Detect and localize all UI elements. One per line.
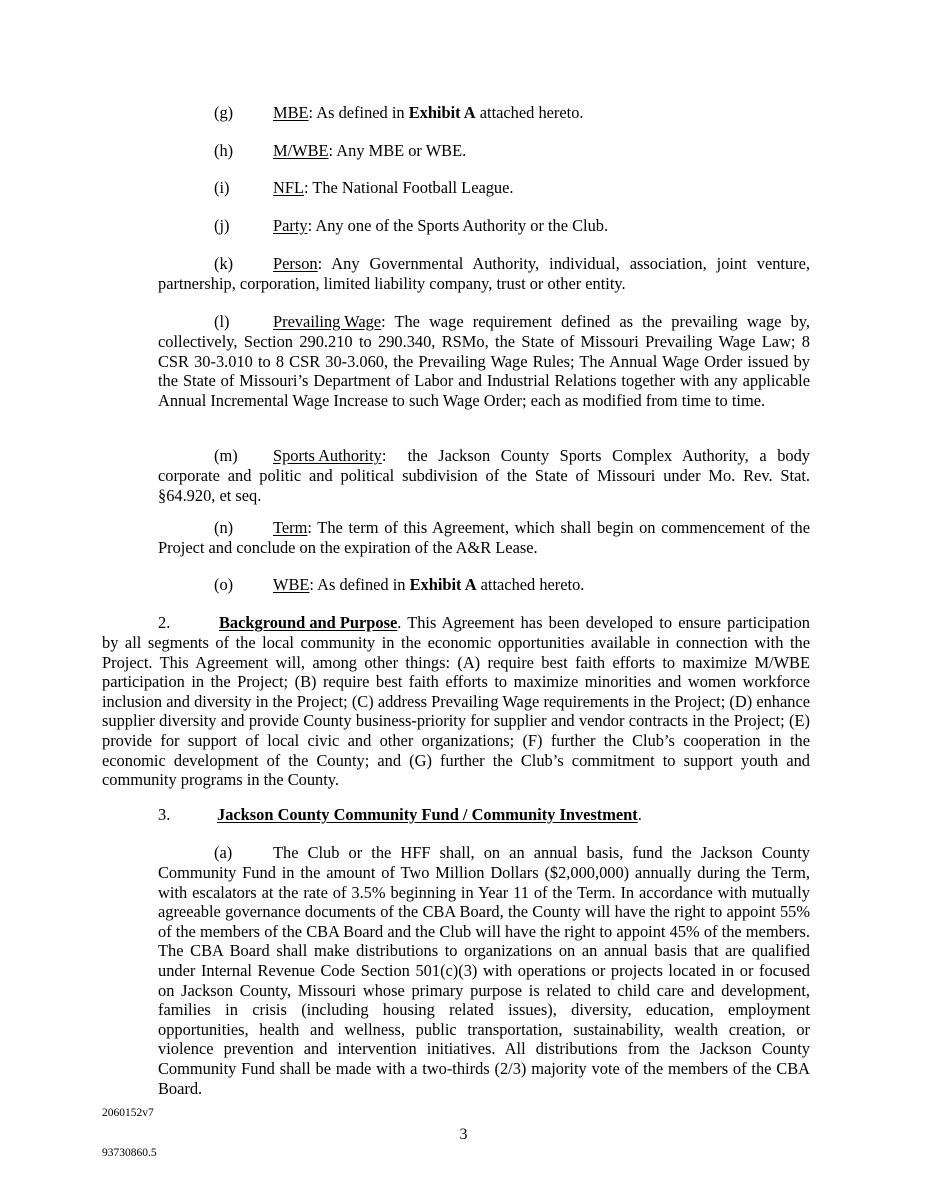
definition-continuation: partnership, corporation, limited liability company, trust or other entity. [158,274,626,293]
section-number: 3. [158,805,171,824]
document-id-secondary: 93730860.5 [102,1147,157,1159]
definition-term: Sports Authority [273,446,382,465]
definition-term: Party [273,216,308,235]
page-number: 3 [459,1126,468,1143]
definition-label: (j) [214,216,230,235]
section-heading: Background and Purpose [219,613,398,632]
definition-label: (k) [214,254,234,273]
definition-term: M/WBE [273,141,329,160]
definition-term: WBE [273,575,310,594]
definition-label: (n) [214,518,234,537]
definition-term: Term [273,518,308,537]
exhibit-reference: Exhibit A [409,575,477,594]
definition-term: Prevailing Wage [273,312,382,331]
section-2: 2. Background and Purpose . This Agreement has been developed to ensure participation by all segments of the local community in the economic opportunities available in connection with the Project. This Agreement will, among other things: (A) require best faith efforts to maximize M/WBE participation in the Project; (B) require best faith efforts to maximize minorities and women workforce inclusion and diversity in the Project; (C) address Prevailing Wage requirements in the Project; (D) enhance supplier diversity and provide County business-priority for supplier and vendor contracts in the Project; (E) provide for support of local civic and other organizations; (F) further the Club’s cooperation in the economic development of the County; and (G) further the Club’s commitment to support youth and community programs in the County. [102,613,810,790]
subsection-body: Community Fund in the amount of Two Million Dollars ($2,000,000) annually during the Term, with escalators at the rate of 3.5% beginning in Year 11 of the Term. In accordance with mutually agreeable governance documents of the CBA Board, the County will have the right to appoint 55% of the members of the CBA Board and the Club will have the right to appoint 45% of the members. The CBA Board shall make distributions to organizations on an annual basis that are qualified under Internal Revenue Code Section 501(c)(3) with operations or projects located in or focused on Jackson County, Missouri whose primary purpose is related to child care and development, families in crisis (including housing related issues), diversity, education, employment opportunities, health and wellness, public transportation, sustainability, wealth creation, or violence prevention and intervention initiatives. All distributions from the Jackson County Community Fund shall be made with a two-thirds (2/3) majority vote of the members of the CBA Board. [158,863,810,1098]
exhibit-reference: Exhibit A [408,103,476,122]
subsection-label: (a) [214,843,233,862]
subsection-first-line: The Club or the HFF shall, on an annual basis, fund the Jackson County [273,843,810,862]
section-number: 2. [158,613,171,632]
definition-term: Person [273,254,318,273]
document-id: 2060152v7 [102,1107,154,1119]
definition-l: (l) Prevailing Wage : The wage requirement defined as the prevailing wage by, collectively, Section 290.210 to 290.340, RSMo, the State of Missouri Prevailing Wage Law; 8 CSR 30-3.010 to 8 CSR 30-3.060, the Prevailing Wage Rules; The Annual Wage Order issued by the State of Missouri’s Department of Labor and Industrial Relations together with any applicable Annual Incremental Wage Increase to such Wage Order; each as modified from time to time. [158,312,810,410]
definition-label: (h) [214,141,234,160]
definition-n: (n) Term : The term of this Agreement, which shall begin on commencement of the Project and conclude on the expiration of the A&R Lease. [158,518,810,557]
definition-continuation: corporate and politic and political subdivision of the State of Missouri under Mo. Rev. Stat. §64.920, et seq. [158,466,810,505]
definition-label: (m) [214,446,238,465]
definition-label: (g) [214,103,234,122]
definition-label: (i) [214,178,230,197]
section-heading: Jackson County Community Fund / Community Investment [217,805,638,824]
section-body: by all segments of the local community in the economic opportunities available in connection with the Project. This Agreement will, among other things: (A) require best faith efforts to maximize M/WBE participation in the Project; (B) require best faith efforts to maximize minorities and women workforce inclusion and diversity in the Project; (C) address Prevailing Wage requirements in the Project; (D) enhance supplier diversity and provide County business-priority for supplier and vendor contracts in the Project; (E) provide for support of local civic and other organizations; (F) further the Club’s cooperation in the economic development of the County; and (G) further the Club’s commitment to support youth and community programs in the County. [102,633,810,790]
definition-k: (k) Person : Any Governmental Authority, individual, association, joint venture, partnership, corporation, limited liability company, trust or other entity. [158,254,810,293]
definition-label: (o) [214,575,234,594]
definition-continuation: Project and conclude on the expiration of the A&R Lease. [158,538,538,557]
definition-label: (l) [214,312,230,331]
definition-continuation: collectively, Section 290.210 to 290.340, RSMo, the State of Missouri Prevailing Wage Law; 8 CSR 30-3.010 to 8 CSR 30-3.060, the Prevailing Wage Rules; The Annual Wage Order issued by the State of Missouri’s Department of Labor and Industrial Relations together with any applicable Annual Incremental Wage Increase to such Wage Order; each as modified from time to time. [158,332,810,410]
definition-m: (m) Sports Authority : the Jackson County Sports Complex Authority, a body corporate and politic and political subdivision of the State of Missouri under Mo. Rev. Stat. §64.920, et seq. [158,446,810,505]
section-3a [158,843,810,1098]
definition-term: NFL [273,178,304,197]
definition-term: MBE [273,103,309,122]
